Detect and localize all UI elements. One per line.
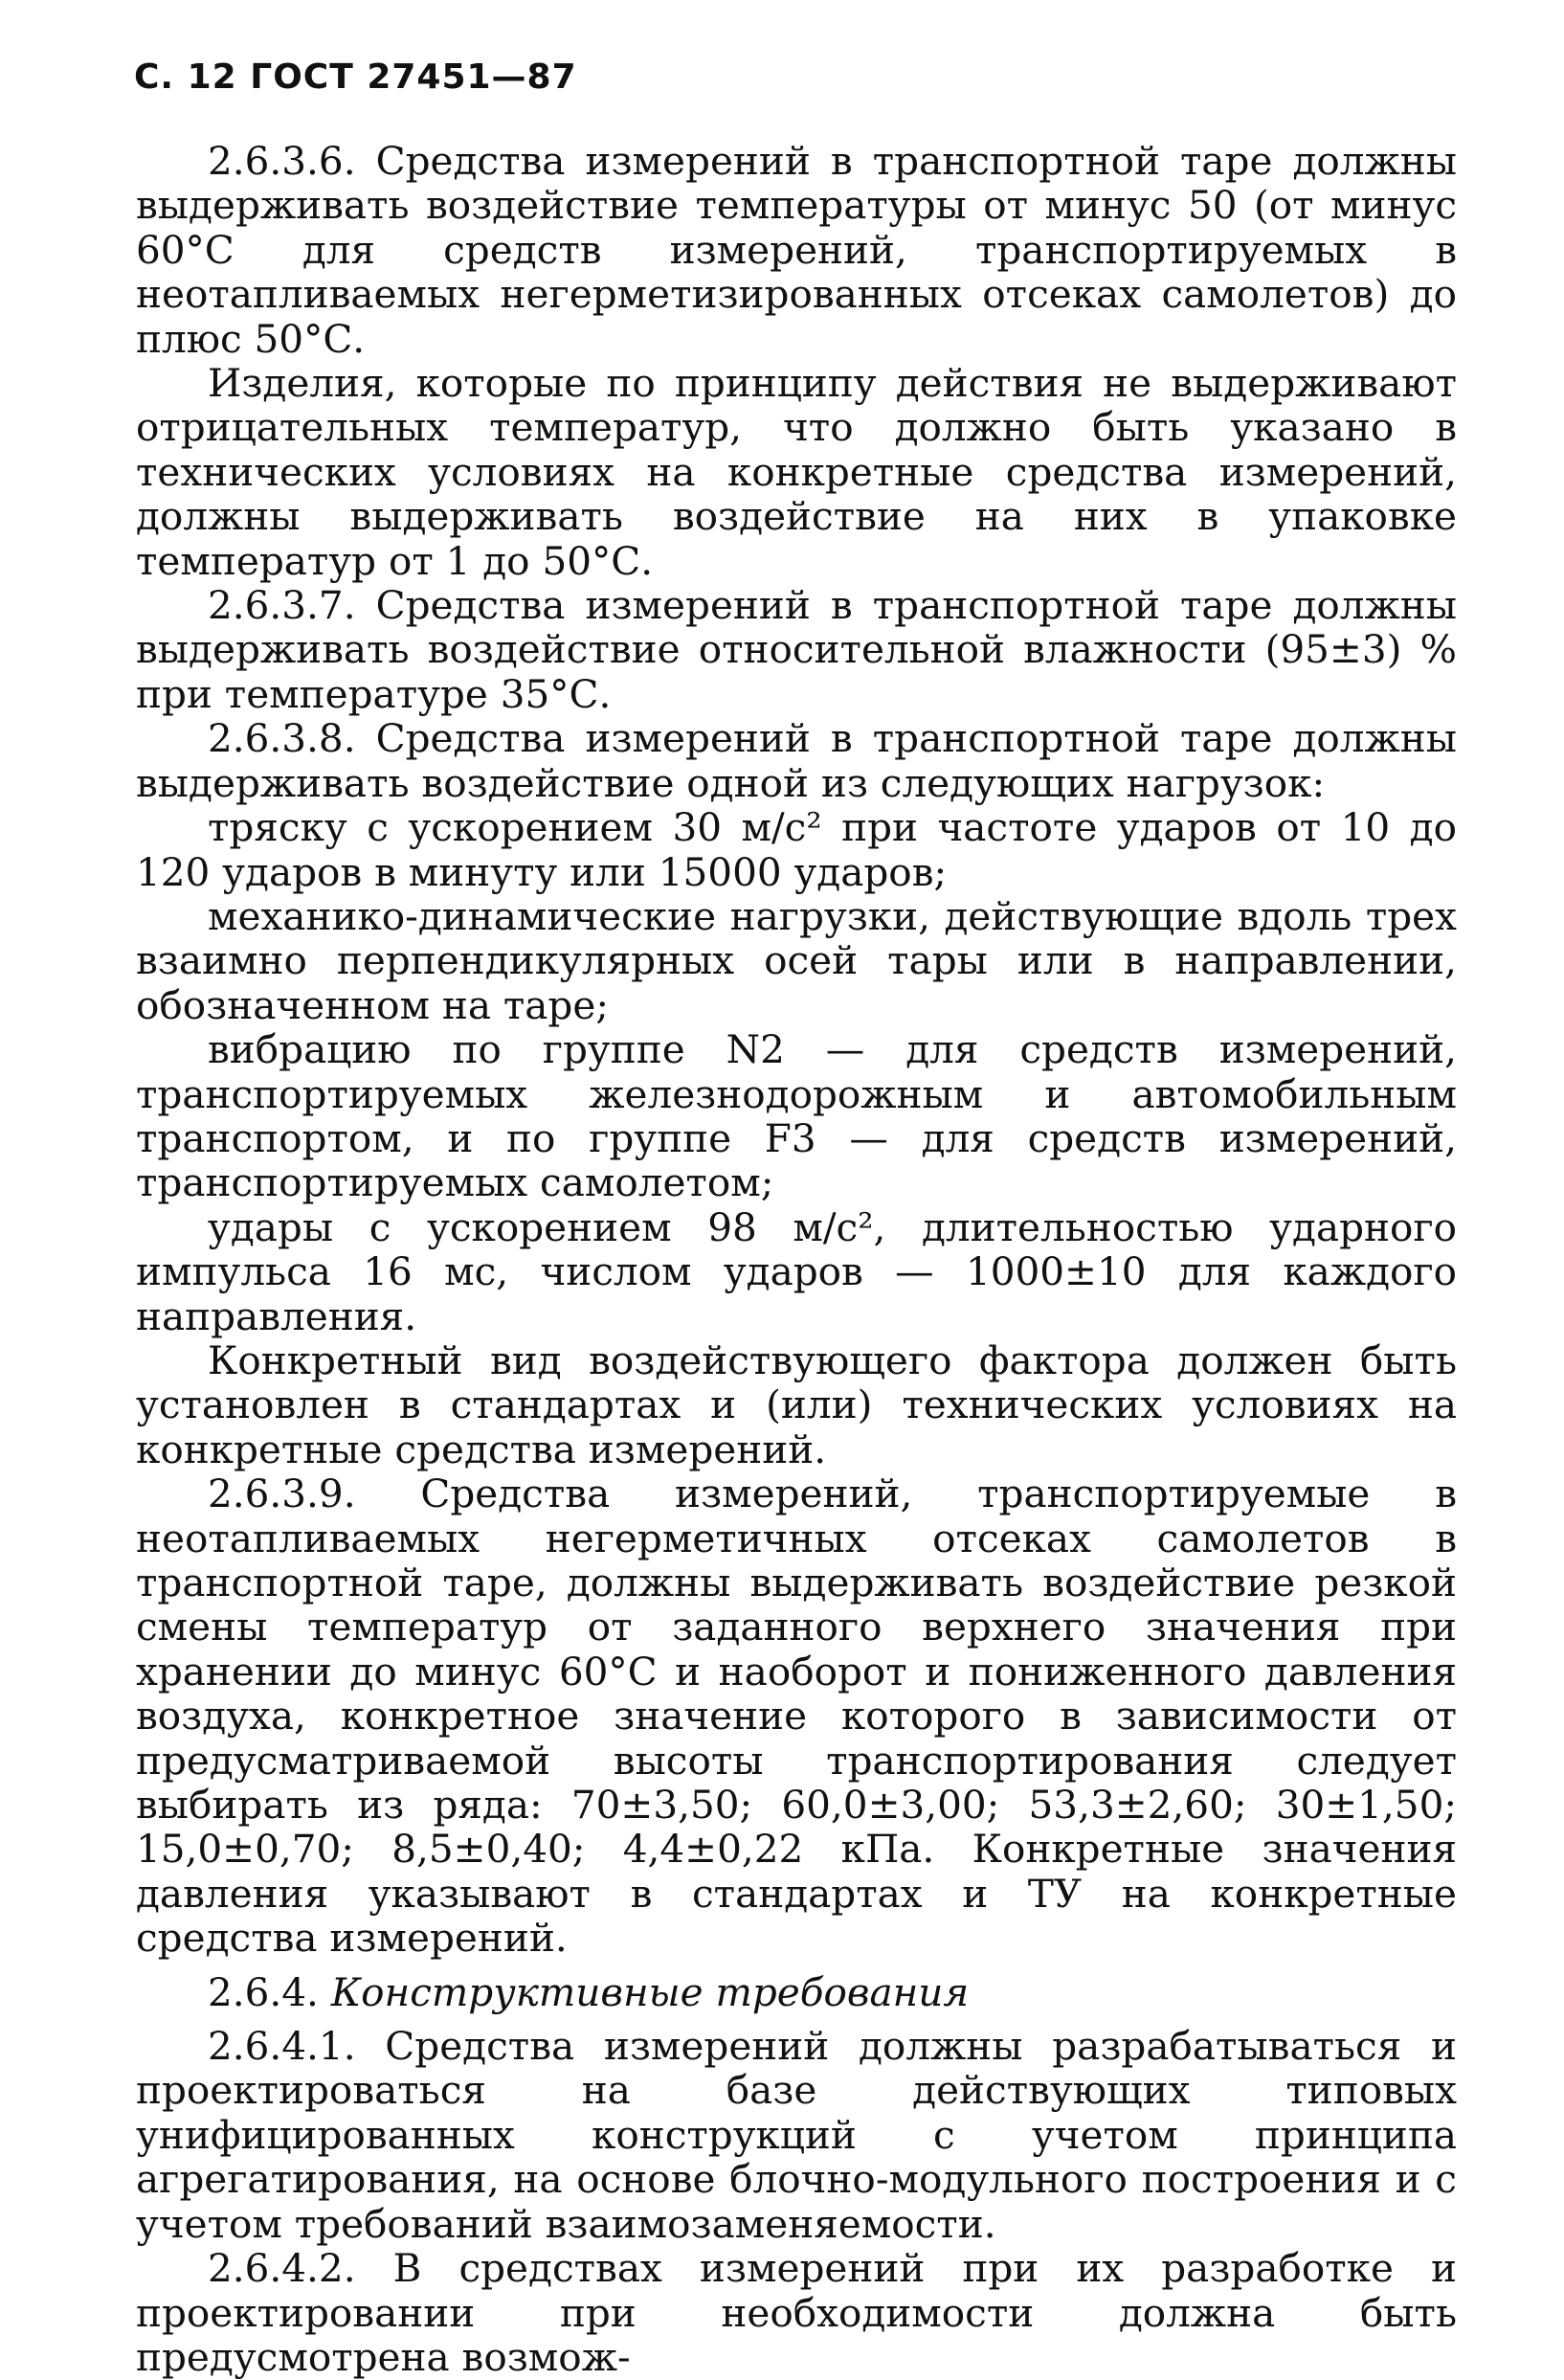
section-heading-number: 2.6.4. (208, 1968, 319, 2015)
paragraph-2-6-3-8: 2.6.3.8. Средства измерений в транспортной таре должны выдерживать воздействие одной из следующих нагрузок: (136, 715, 1457, 806)
paragraph-shaking: тряску с ускорением 30 м/с² при частоте ударов от 10 до 120 ударов в минуту или 15000 ударов; (136, 804, 1457, 895)
paragraph-impacts: удары с ускорением 98 м/с², длительностью ударного импульса 16 мс, числом ударов — 1000±10 для каждого направления. (136, 1203, 1457, 1339)
paragraph-2-6-3-6: 2.6.3.6. Средства измерений в транспортной таре должны выдерживать воздействие температуры от минус 50 (от минус 60°С для средств измерений, транспортируемых в неотапливаемых негерметизированных отсеках самолетов) до плюс 50°С. (136, 138, 1457, 362)
paragraph-vibration: вибрацию по группе N2 — для средств измерений, транспортируемых железнодорожным и автомобильным транспортом, и по группе F3 — для средств измерений, транспортируемых самолетом; (136, 1026, 1457, 1206)
paragraph-2-6-3-9: 2.6.3.9. Средства измерений, транспортируемые в неотапливаемых негерметичных отсеках самолетов в транспортной таре, должны выдерживать воздействие резкой смены температур от заданного верхнего значения при хранении до минус 60°С и наоборот и пониженного давления воздуха, конкретное значение которого в зависимости от предусматриваемой высоты транспортирования следует выбирать из ряда: 70±3,50; 60,0±3,00; 53,3±2,60; 30±1,50; 15,0±0,70; 8,5±0,40; 4,4±0,22 кПа. Конкретные значения давления указывают в стандартах и ТУ на конкретные средства измерений. (136, 1471, 1457, 1962)
section-heading-2-6-4 (136, 1970, 1457, 2014)
paragraph-2-6-4-1: 2.6.4.1. Средства измерений должны разрабатываться и проектироваться на базе действующих типовых унифицированных конструкций с учетом принципа агрегатирования, на основе блочно-модульного построения и с учетом требований взаимозаменяемости. (136, 2023, 1457, 2247)
section-heading-title: Конструктивные требования (330, 1968, 970, 2015)
paragraph-mechanical-loads: механико-динамические нагрузки, действующие вдоль трех взаимно перпендикулярных осей тары или в направлении, обозначенном на таре; (136, 892, 1457, 1028)
paragraph-2-6-3-7: 2.6.3.7. Средства измерений в транспортной таре должны выдерживать воздействие относительной влажности (95±3) % при температуре 35°С. (136, 582, 1457, 717)
paragraph-2-6-4-2: 2.6.4.2. В средствах измерений при их разработке и проектировании при необходимости должна быть предусмотрена возмож- (136, 2245, 1457, 2380)
page-header: С. 12 ГОСТ 27451—87 (134, 57, 577, 97)
paragraph-specific-factor: Конкретный вид воздействующего фактора должен быть установлен в стандартах и (или) технических условиях на конкретные средства измерений. (136, 1336, 1457, 1472)
body-text (136, 139, 1457, 2379)
paragraph-products-negative-temperatures: Изделия, которые по принципу действия не выдерживают отрицательных температур, что должно быть указано в технических условиях на конкретные средства измерений, должны выдерживать воздействие на них в упаковке температур от 1 до 50°С. (136, 360, 1457, 584)
